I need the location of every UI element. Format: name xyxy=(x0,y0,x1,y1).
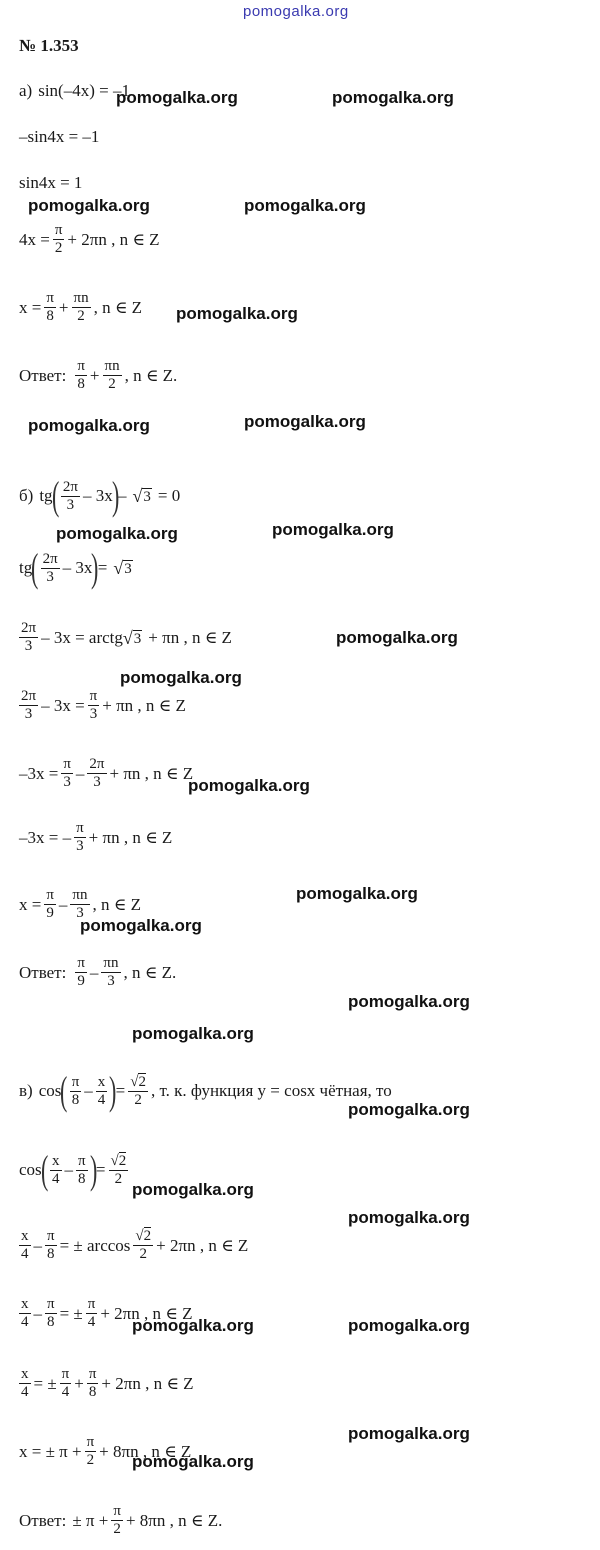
left-paren: ( xyxy=(51,473,59,518)
operator: – xyxy=(89,962,99,982)
sqrt: √ 3 xyxy=(132,486,151,506)
fraction: $\frac{\pi}{8}$ xyxy=(88,1366,97,1400)
watermark: pomogalka.org xyxy=(28,196,150,215)
watermark: pomogalka.org xyxy=(120,668,242,687)
expr: + πn , n ∈ Z xyxy=(109,763,194,783)
expr: = ± xyxy=(59,1303,83,1323)
left-paren: ( xyxy=(60,1068,68,1113)
expr: + 8πn , n ∈ Z xyxy=(99,1441,192,1461)
fraction: $\frac{\pi n}{3}$ xyxy=(103,955,119,989)
fraction: $\frac{2\pi}{3}$ xyxy=(89,756,105,790)
expr: – 3x = arctg xyxy=(41,627,123,647)
expr-left: 4x = xyxy=(19,229,50,249)
answer-label: Ответ: xyxy=(19,1510,67,1530)
part-b-line-4 xyxy=(19,688,186,723)
fraction: $\frac{x}{4}$ xyxy=(21,1228,29,1262)
expr: x = ± π + xyxy=(19,1441,82,1461)
fraction: $\frac{\pi}{4}$ xyxy=(61,1366,70,1400)
part-c-line-5 xyxy=(19,1366,194,1401)
part-a-label: а) xyxy=(19,81,33,100)
watermark: pomogalka.org xyxy=(348,992,470,1011)
watermark: pomogalka.org xyxy=(176,304,298,323)
expr: , n ∈ Z. xyxy=(123,962,177,982)
fraction: $\frac{\pi}{8}$ xyxy=(77,358,85,392)
fraction: $\frac{√2}{2}$ xyxy=(110,1152,127,1187)
expr: – 3x = xyxy=(41,695,85,715)
part-a-equation-1: sin(–4x) = –1 xyxy=(38,81,130,100)
part-a-line-1 xyxy=(19,81,130,101)
fraction: $\frac{\pi}{8}$ xyxy=(78,1152,86,1187)
operator: – xyxy=(84,1081,93,1100)
expr: ± π + xyxy=(72,1510,109,1530)
fraction: $\frac{\pi}{2}$ xyxy=(113,1503,121,1537)
operator: = xyxy=(95,1160,106,1179)
cos-func: cos xyxy=(38,1081,62,1100)
part-a-line-5 xyxy=(19,290,142,325)
fraction: $\frac{\pi}{8}$ xyxy=(71,1073,80,1108)
expr: –3x = xyxy=(19,763,59,783)
problem-number: № 1.353 xyxy=(19,36,79,55)
operator: – xyxy=(33,1303,42,1323)
watermark: pomogalka.org xyxy=(296,884,418,903)
watermark: pomogalka.org xyxy=(132,1024,254,1043)
cos-func: cos xyxy=(19,1160,42,1179)
watermark: pomogalka.org xyxy=(28,416,150,435)
watermark: pomogalka.org xyxy=(332,88,454,107)
expr: + πn , n ∈ Z xyxy=(148,627,232,647)
part-a-line-2: –sin4x = –1 xyxy=(19,127,100,146)
part-b-line-1 xyxy=(19,473,181,518)
operator: + xyxy=(58,297,69,317)
answer-label: Ответ: xyxy=(19,365,67,385)
part-c-label: в) xyxy=(19,1081,33,1100)
part-c-answer xyxy=(19,1503,222,1538)
fraction: $\frac{\pi}{9}$ xyxy=(77,955,85,989)
operator: + xyxy=(74,1373,84,1393)
operator: – xyxy=(64,1160,73,1179)
fraction: $\frac{\pi}{8}$ xyxy=(47,1228,55,1262)
fraction: $\frac{\pi n}{2}$ xyxy=(104,358,120,392)
part-c-line-3 xyxy=(19,1228,248,1263)
fraction: $\frac{x}{4}$ xyxy=(52,1152,60,1187)
expr-right: , n ∈ Z xyxy=(93,297,143,317)
fraction: $\frac{2\pi}{3}$ xyxy=(21,620,37,654)
expr: + πn , n ∈ Z xyxy=(88,827,173,847)
watermark: pomogalka.org xyxy=(80,916,202,935)
part-b-line-2 xyxy=(19,545,133,590)
watermark: pomogalka.org xyxy=(56,524,178,543)
left-paren: ( xyxy=(40,1147,49,1192)
fraction: $\frac{x}{4}$ xyxy=(97,1073,106,1108)
fraction: $\frac{x}{4}$ xyxy=(21,1366,29,1400)
watermark: pomogalka.org xyxy=(116,88,238,107)
fraction: $\frac{√2}{2}$ xyxy=(130,1073,146,1108)
part-b-answer xyxy=(19,955,176,990)
operator: + xyxy=(89,365,100,385)
watermark: pomogalka.org xyxy=(132,1180,254,1199)
expr: + 2πn , n ∈ Z xyxy=(101,1373,194,1393)
answer-label: Ответ: xyxy=(19,962,67,982)
watermark: pomogalka.org xyxy=(348,1208,470,1227)
watermark: pomogalka.org xyxy=(272,520,394,539)
watermark: pomogalka.org xyxy=(132,1316,254,1335)
expr: + 2πn , n ∈ Z xyxy=(156,1235,249,1255)
tg-func: tg xyxy=(19,558,33,577)
fraction: $\frac{\pi}{9}$ xyxy=(46,887,54,921)
note-text: , т. к. функция y = cosx чётная, то xyxy=(150,1081,392,1100)
expr: = ± xyxy=(33,1373,57,1393)
right-paren: ) xyxy=(109,1068,117,1113)
watermark: pomogalka.org xyxy=(244,196,366,215)
expr: + πn , n ∈ Z xyxy=(102,695,186,715)
fraction: $\frac{\pi n}{3}$ xyxy=(72,887,88,921)
fraction: $\frac{\pi}{3}$ xyxy=(63,756,71,790)
operator: – xyxy=(75,763,85,783)
fraction: $\frac{\pi}{4}$ xyxy=(87,1296,96,1330)
fraction: $\frac{√2}{2}$ xyxy=(135,1228,152,1262)
part-a-answer xyxy=(19,358,177,393)
fraction: $\frac{x}{4}$ xyxy=(21,1296,29,1330)
operator: = xyxy=(97,558,108,577)
part-c-line-1 xyxy=(19,1068,392,1113)
fraction: $\frac{2\pi}{3}$ xyxy=(42,550,58,585)
expr: –3x = – xyxy=(19,827,72,847)
fraction: $\frac{\pi}{3}$ xyxy=(89,688,98,722)
part-a-line-4 xyxy=(19,222,160,257)
part-c-line-2 xyxy=(19,1147,131,1192)
expr: = 0 xyxy=(157,486,181,505)
part-b-line-3 xyxy=(19,620,232,655)
watermark: pomogalka.org xyxy=(348,1100,470,1119)
right-paren: ) xyxy=(89,1147,97,1192)
watermark: pomogalka.org xyxy=(348,1424,470,1443)
expr: + 2πn , n ∈ Z xyxy=(100,1303,193,1323)
fraction: $\frac{\pi}{8}$ xyxy=(47,1296,55,1330)
operator: = xyxy=(115,1081,126,1100)
fraction: $\frac{\pi}{2}$ xyxy=(86,1434,95,1468)
watermark: pomogalka.org xyxy=(348,1316,470,1335)
expr: = ± arccos xyxy=(59,1235,131,1255)
fraction: $\frac{\pi n}{2}$ xyxy=(73,290,89,324)
watermark: pomogalka.org xyxy=(188,776,310,795)
expr: + 8πn , n ∈ Z. xyxy=(125,1510,223,1530)
operator: – xyxy=(58,894,68,914)
watermark: pomogalka.org xyxy=(132,1452,254,1471)
right-paren: ) xyxy=(91,545,99,590)
fraction: $\frac{2\pi}{3}$ xyxy=(21,688,37,722)
watermark: pomogalka.org xyxy=(336,628,458,647)
operator: – xyxy=(118,486,127,505)
sqrt: √ 3 xyxy=(122,627,142,648)
left-paren: ( xyxy=(31,545,39,590)
fraction: $\frac{\pi}{8}$ xyxy=(46,290,54,324)
fraction: $\frac{\pi}{3}$ xyxy=(76,820,84,854)
expr: – 3x xyxy=(82,486,113,505)
expr: , n ∈ Z xyxy=(92,894,141,914)
part-b-label: б) xyxy=(19,486,34,505)
sqrt: √ 3 xyxy=(113,558,132,578)
expr-right: , n ∈ Z. xyxy=(124,365,178,385)
expr-left: x = xyxy=(19,297,42,317)
fraction: $\frac{\pi}{2}$ xyxy=(54,222,63,256)
part-a-line-3: sin4x = 1 xyxy=(19,173,83,192)
tg-func: tg xyxy=(39,486,53,505)
expr: – 3x xyxy=(62,558,93,577)
expr: x = xyxy=(19,894,42,914)
operator: – xyxy=(33,1235,42,1255)
right-paren: ) xyxy=(111,473,120,518)
fraction: $\frac{2\pi}{3}$ xyxy=(62,478,78,513)
part-b-line-5 xyxy=(19,756,193,791)
watermark: pomogalka.org xyxy=(244,412,366,431)
part-b-line-6 xyxy=(19,820,172,855)
header-watermark: pomogalka.org xyxy=(243,3,349,20)
expr-right: + 2πn , n ∈ Z xyxy=(67,229,160,249)
